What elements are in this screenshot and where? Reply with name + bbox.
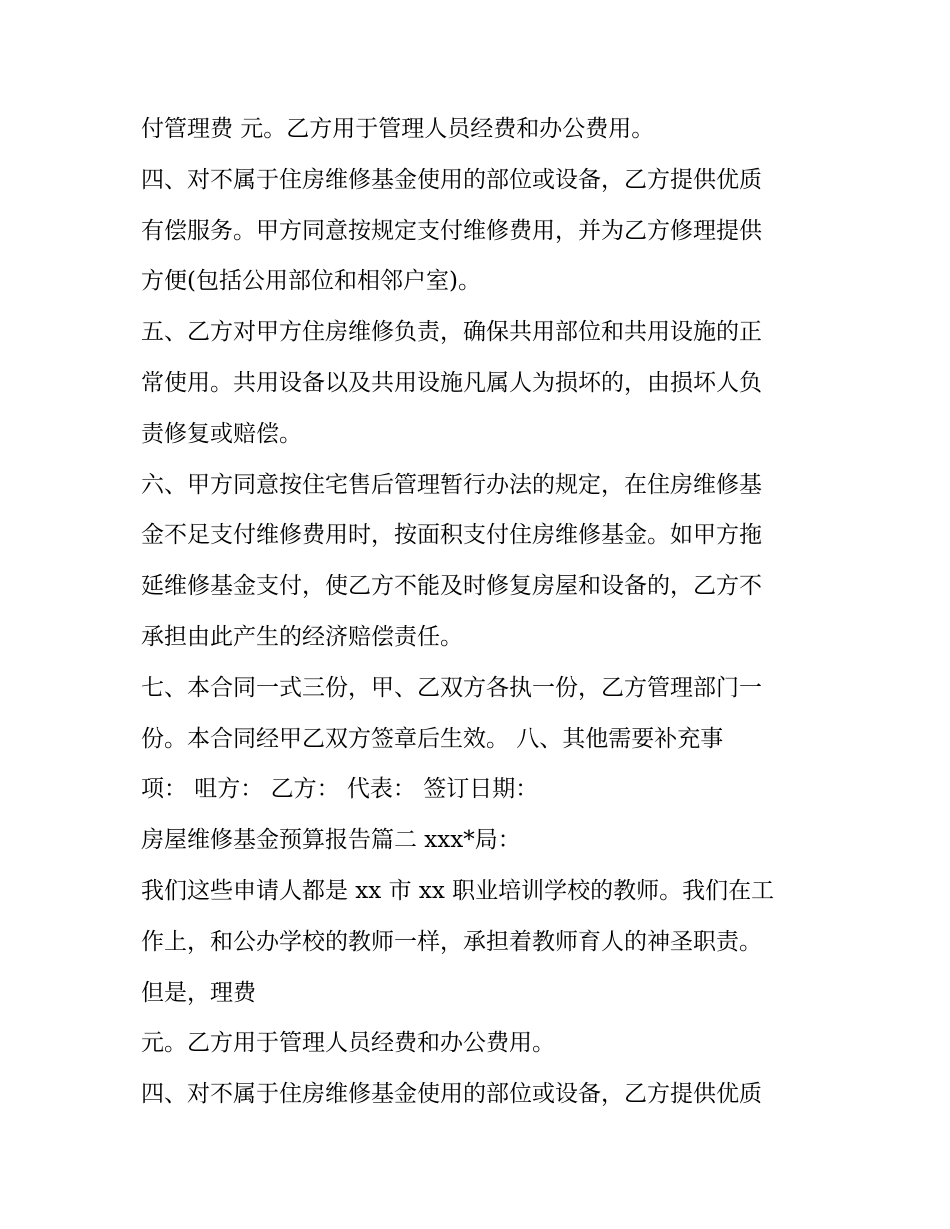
text-line: 但是，理费 bbox=[141, 979, 256, 1006]
text-line: 份。本合同经甲乙双方签章后生效。 八、其他需要补充事 bbox=[141, 725, 724, 752]
text-line: 延维修基金支付，使乙方不能及时修复房屋和设备的，乙方不 bbox=[141, 573, 762, 600]
text-line: 常使用。共用设备以及共用设施凡属人为损坏的，由损坏人负 bbox=[141, 369, 762, 396]
text-line: 金不足支付维修费用时，按面积支付住房维修基金。如甲方拖 bbox=[141, 522, 762, 549]
text-line: 七、本合同一式三份，甲、乙双方各执一份，乙方管理部门一 bbox=[141, 674, 762, 701]
text-line: 责修复或赔偿。 bbox=[141, 420, 302, 447]
text-line: 方便(包括公用部位和相邻户室)。 bbox=[141, 268, 481, 295]
text-line: 元。乙方用于管理人员经费和办公费用。 bbox=[141, 1030, 555, 1057]
text-line: 项： 咀方： 乙方： 代表： 签订日期： bbox=[141, 776, 539, 803]
text-line: 四、对不属于住房维修基金使用的部位或设备，乙方提供优质 bbox=[141, 1081, 762, 1108]
text-line: 五、乙方对甲方住房维修负责，确保共用部位和共用设施的正 bbox=[141, 319, 762, 346]
text-line: 付管理费 元。乙方用于管理人员经费和办公费用。 bbox=[141, 116, 655, 142]
text-line: 有偿服务。甲方同意按规定支付维修费用，并为乙方修理提供 bbox=[141, 217, 762, 244]
text-line: 四、对不属于住房维修基金使用的部位或设备，乙方提供优质 bbox=[141, 166, 762, 193]
text-line: 承担由此产生的经济赔偿责任。 bbox=[141, 623, 463, 650]
section-heading-line: 房屋维修基金预算报告篇二 xxx*局： bbox=[141, 827, 521, 854]
document-body bbox=[141, 104, 831, 1120]
text-line: 作上，和公办学校的教师一样，承担着教师育人的神圣职责。 bbox=[141, 928, 762, 955]
text-line: 六、甲方同意按住宅售后管理暂行办法的规定，在住房维修基 bbox=[141, 471, 762, 498]
text-line: 我们这些申请人都是 xx 市 xx 职业培训学校的教师。我们在工 bbox=[141, 877, 775, 904]
